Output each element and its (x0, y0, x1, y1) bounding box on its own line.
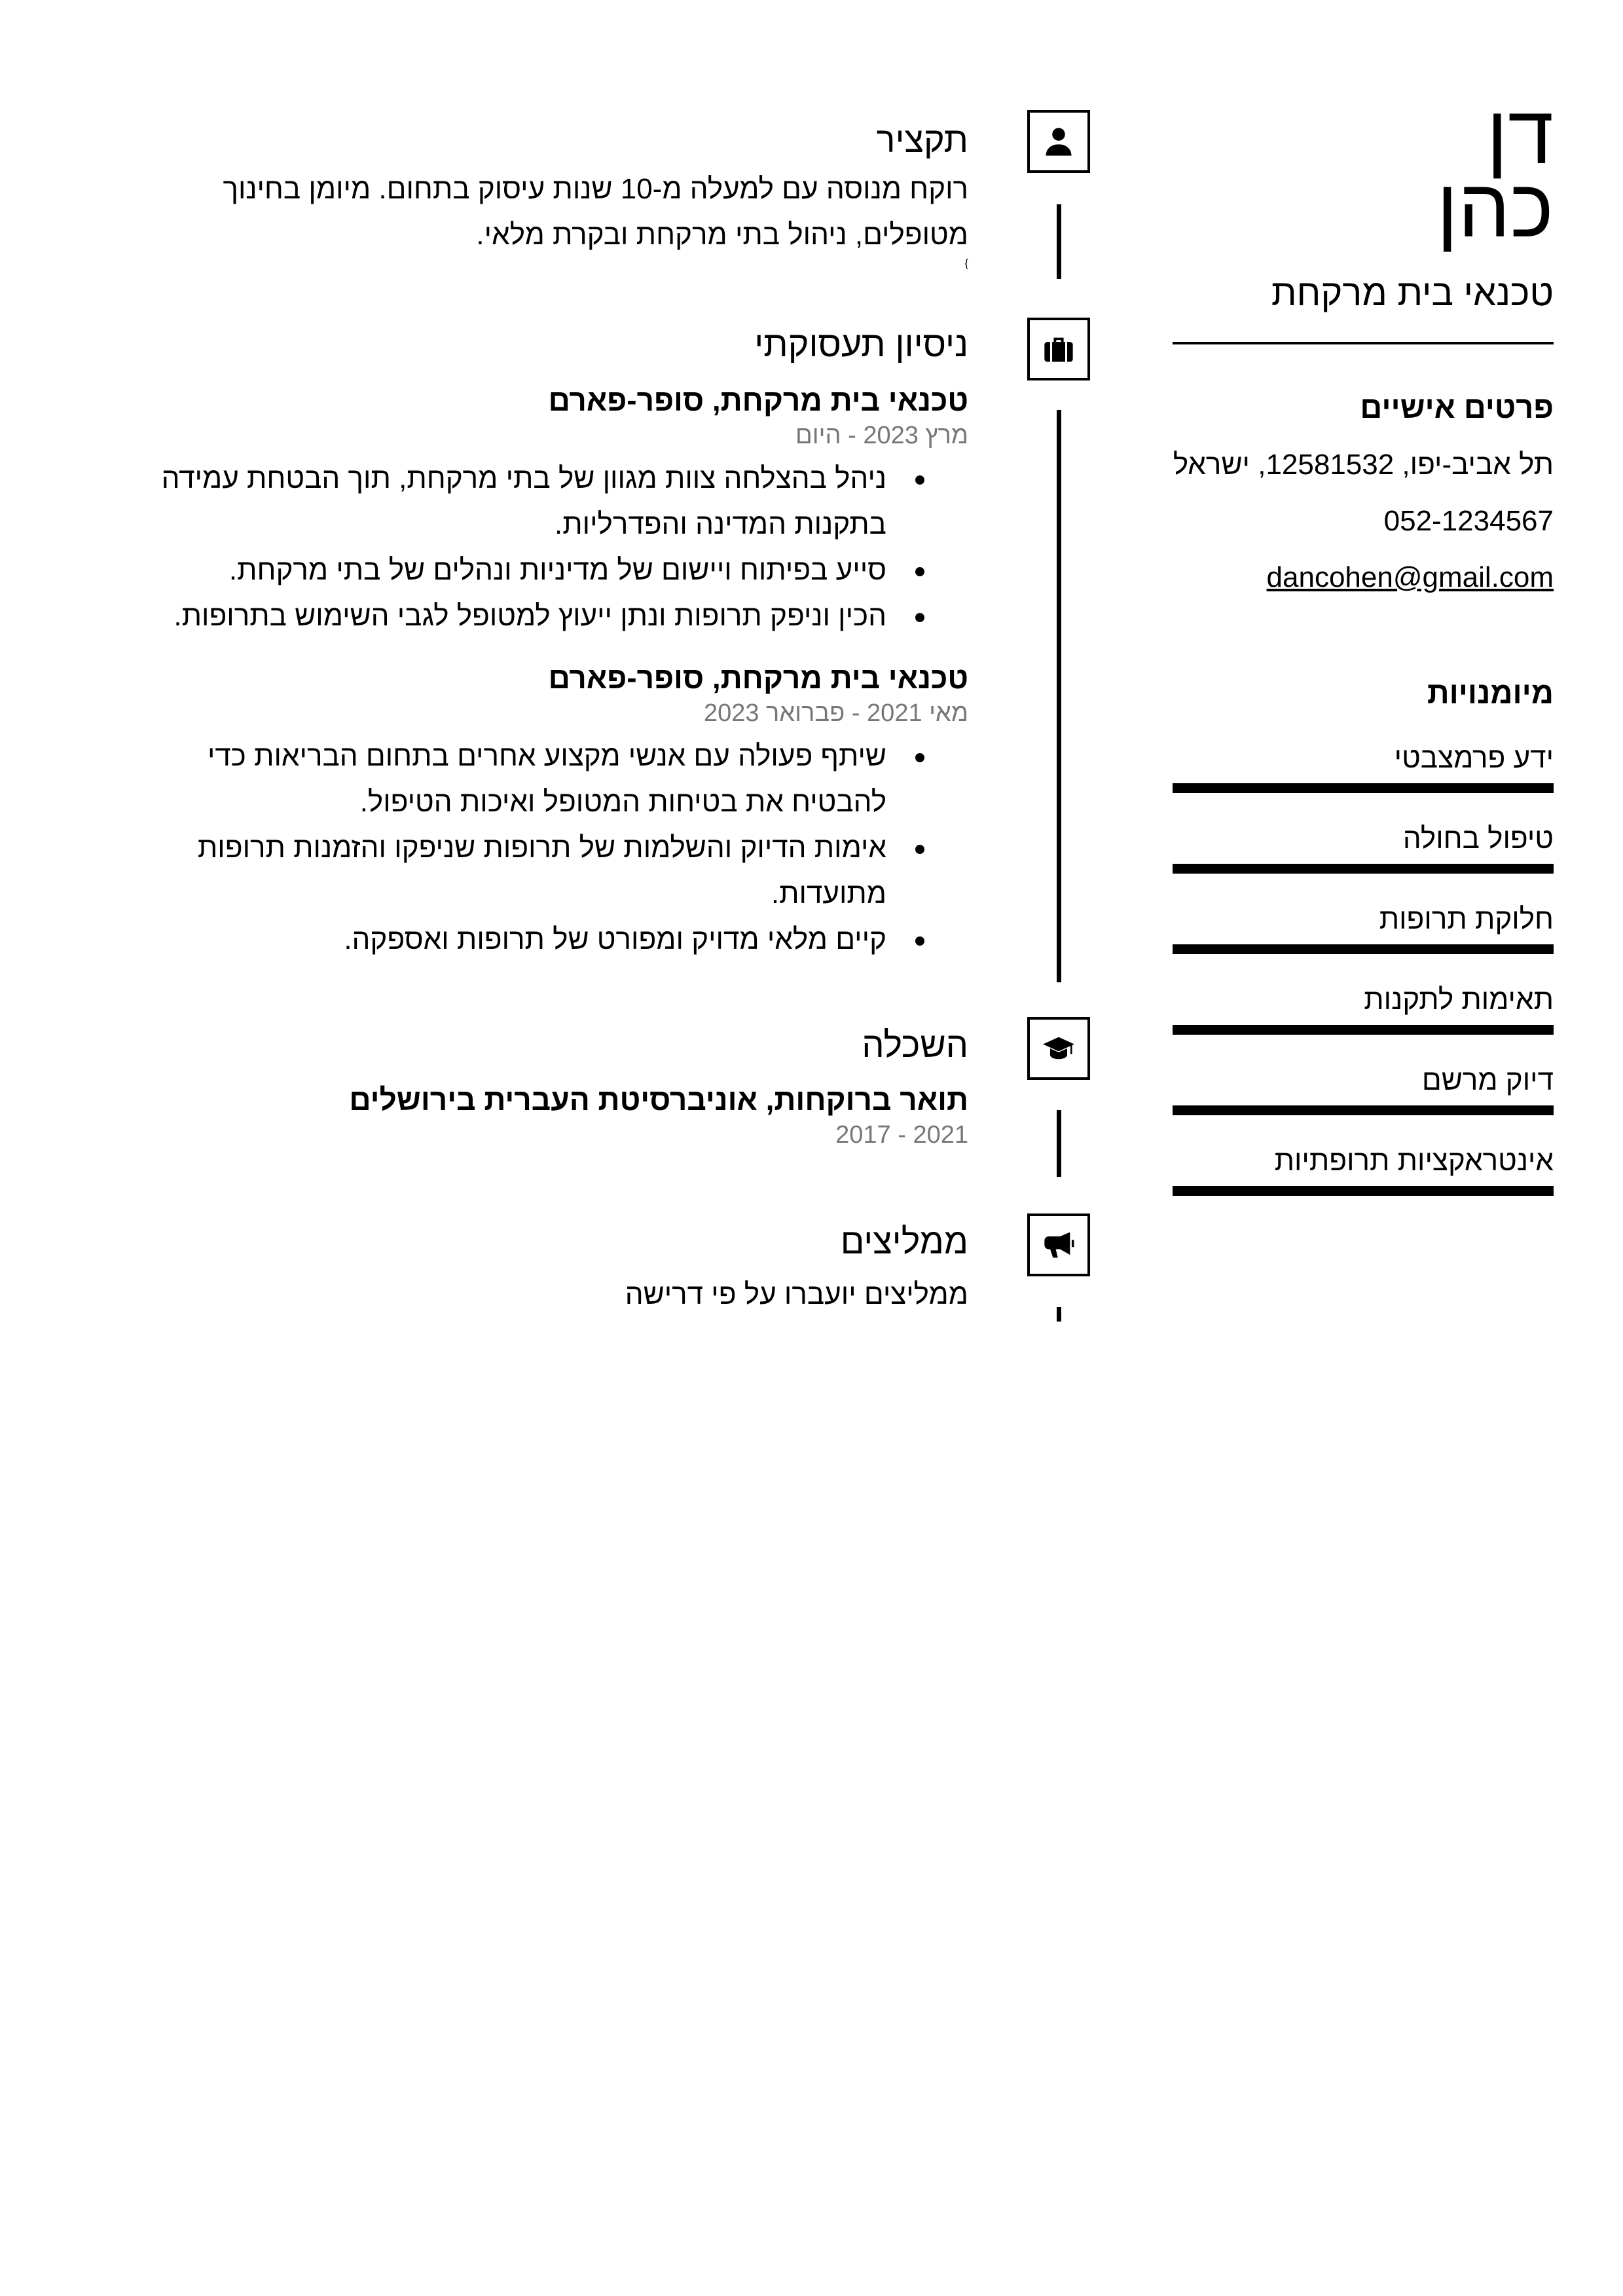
personal-details (1173, 388, 1554, 596)
email-link[interactable]: dancohen@gmail.com (1266, 561, 1554, 593)
skill-level-bar (1173, 944, 1554, 954)
skill-item (1173, 1143, 1554, 1196)
education-section (124, 1023, 968, 1151)
sidebar (1173, 88, 1554, 1196)
skills-section (1173, 673, 1554, 1196)
job-bullets (124, 456, 968, 639)
education-dates: 2021 - 2017 (835, 1121, 968, 1149)
job-bullet: סייע בפיתוח ויישום של מדיניות ונהלים של בתי מרקחת. (124, 547, 968, 593)
skill-label: דיוק מרשם (1421, 1064, 1554, 1096)
timeline-line (1057, 1307, 1061, 1322)
skill-level-fill (1173, 783, 1554, 793)
job-bullet: קיים מלאי מדויק ומפורט של תרופות ואספקה. (124, 917, 968, 963)
last-name: כהן (1436, 162, 1554, 254)
megaphone-icon (1027, 1213, 1090, 1276)
education-heading: השכלה (862, 1026, 968, 1065)
skills-heading: מיומנויות (1427, 675, 1554, 710)
job-entry-title: טכנאי בית מרקחת, סופר-פארם (548, 383, 968, 417)
job-entry (124, 381, 968, 639)
timeline-line (1057, 1110, 1061, 1177)
skill-item (1173, 1062, 1554, 1115)
job-entry-dates: מרץ 2023 - היום (795, 422, 968, 449)
skill-item (1173, 740, 1554, 793)
job-entry-title: טכנאי בית מרקחת, סופר-פארם (548, 661, 968, 695)
briefcase-icon (1027, 318, 1090, 380)
skill-level-bar (1173, 783, 1554, 793)
skill-label: ידע פרמצבטי (1394, 742, 1554, 774)
first-name: דן (1486, 88, 1554, 181)
skill-item (1173, 821, 1554, 874)
candidate-name (1173, 88, 1554, 254)
phone: 052-1234567 (1383, 505, 1554, 537)
job-entry (124, 659, 968, 963)
job-bullet: שיתף פעולה עם אנשי מקצוע אחרים בתחום הבריאות כדי להבטיח את בטיחות המטופל ואיכות הטיפול. (124, 733, 968, 825)
job-entry-dates: מאי 2021 - פברואר 2023 (703, 699, 968, 727)
summary-text: רוקח מנוסה עם למעלה מ-10 שנות עיסוק בתחום. מיומן בחינוך מטופלים, ניהול בתי מרקחת ובקרת מלאי. (223, 173, 968, 251)
references-text: ממליצים יועברו על פי דרישה (625, 1278, 968, 1310)
personal-details-heading: פרטים אישיים (1360, 390, 1554, 424)
job-bullets (124, 733, 968, 963)
skill-label: חלוקת תרופות (1379, 903, 1554, 935)
skill-level-fill (1173, 1025, 1554, 1035)
divider (1173, 342, 1554, 344)
skill-item (1173, 982, 1554, 1035)
skill-label: אינטראקציות תרופתיות (1274, 1145, 1554, 1177)
references-section (124, 1219, 968, 1318)
person-icon (1027, 110, 1090, 173)
skill-level-bar (1173, 1186, 1554, 1196)
skill-level-fill (1173, 1105, 1554, 1115)
job-bullet: אימות הדיוק והשלמות של תרופות שניפקו והזמנות תרופות מתועדות. (124, 825, 968, 917)
skill-level-fill (1173, 864, 1554, 874)
job-bullet: הכין וניפק תרופות ונתן ייעוץ למטופל לגבי השימוש בתרופות. (124, 593, 968, 639)
skill-label: טיפול בחולה (1402, 823, 1554, 855)
skill-label: תאימות לתקנות (1364, 984, 1554, 1016)
timeline-line (1057, 204, 1061, 279)
timeline-line (1057, 410, 1061, 982)
references-heading: ממליצים (840, 1222, 968, 1261)
address: תל אביב-יפו, 12581532, ישראל (1173, 449, 1554, 481)
skill-level-bar (1173, 1025, 1554, 1035)
skill-item (1173, 901, 1554, 954)
summary-heading: תקציר (876, 120, 968, 160)
graduation-cap-icon (1027, 1017, 1090, 1080)
summary-section: תקציר רוקח מנוסה עם למעלה מ-10 שנות עיסוק בתחום. מיומן בחינוך מטופלים, ניהול בתי מרקחת ובקרת מלאי. } (124, 118, 968, 270)
skill-level-fill (1173, 944, 1554, 954)
skill-level-fill (1173, 1186, 1554, 1196)
job-title: טכנאי בית מרקחת (1271, 272, 1554, 313)
skill-level-bar (1173, 864, 1554, 874)
experience-heading: ניסיון תעסוקתי (754, 325, 968, 364)
job-bullet: ניהל בהצלחה צוות מגוון של בתי מרקחת, תוך הבטחת עמידה בתקנות המדינה והפדרליות. (124, 456, 968, 547)
skill-level-bar (1173, 1105, 1554, 1115)
education-degree: תואר ברוקחות, אוניברסיטת העברית בירושלים (349, 1083, 968, 1117)
experience-section (124, 322, 968, 963)
